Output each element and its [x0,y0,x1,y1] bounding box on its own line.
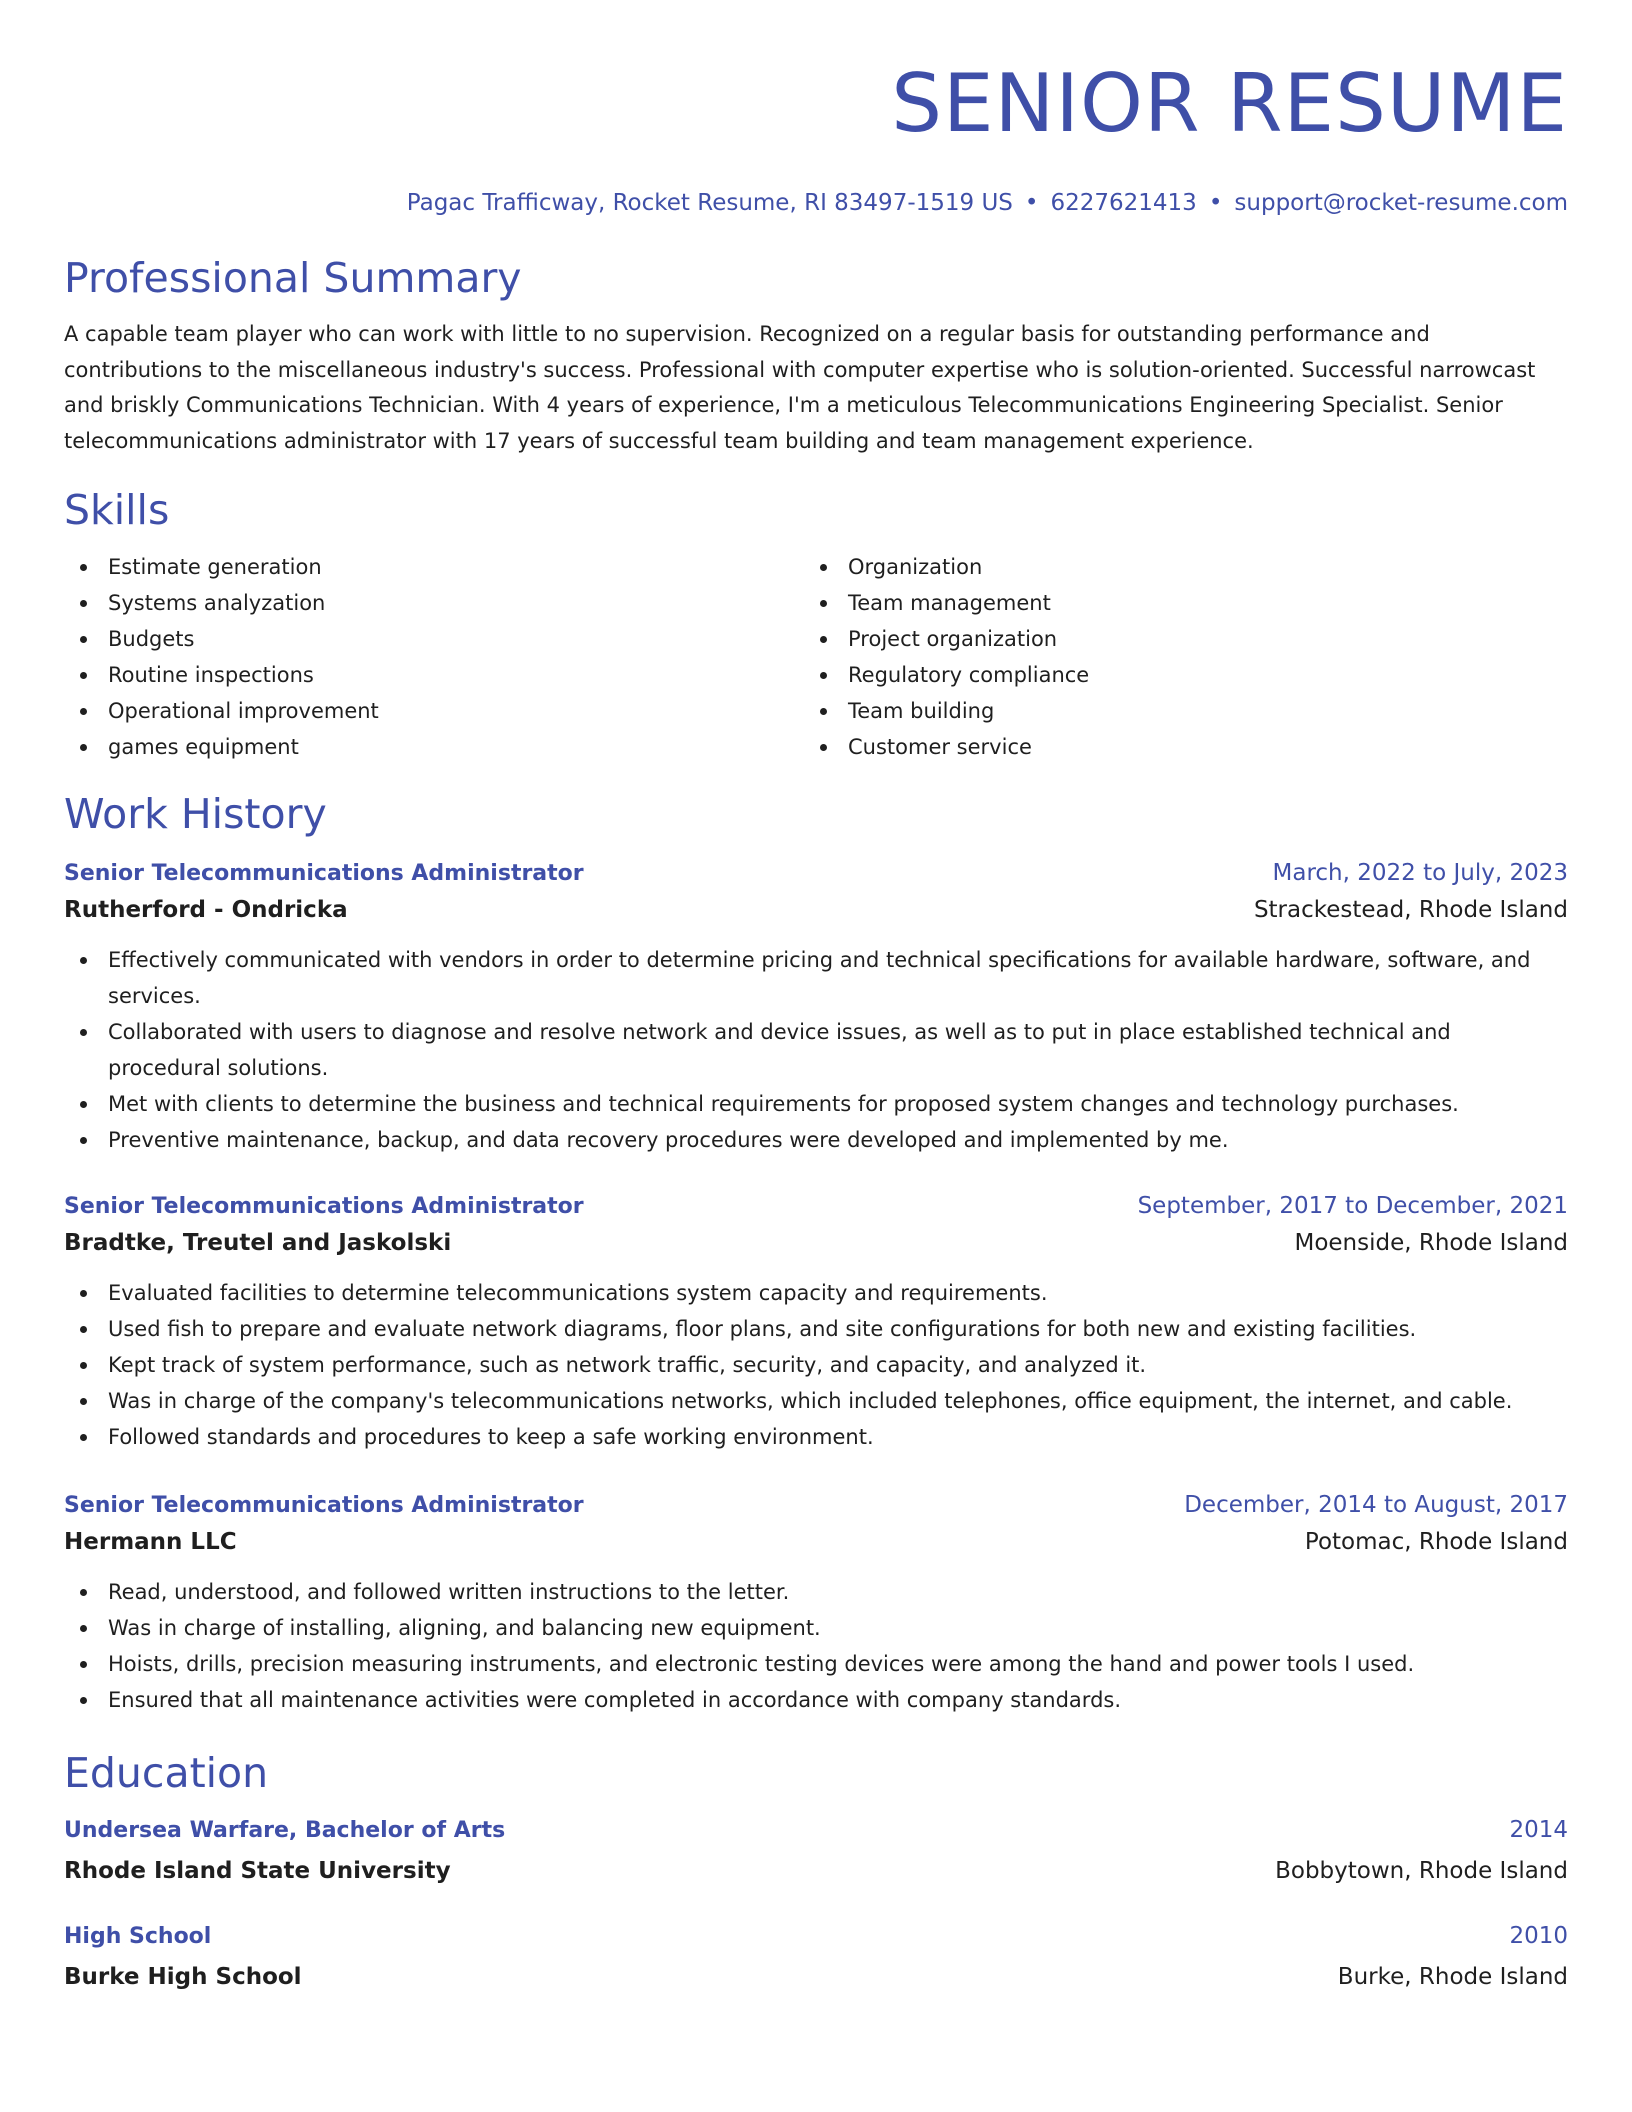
job-bullet: Preventive maintenance, backup, and data recovery procedures were developed and implemented by me. [64,1122,1568,1158]
job-bullet: Met with clients to determine the business and technical requirements for proposed system changes and technology purchases. [64,1086,1568,1122]
job-bullets [64,1574,1568,1718]
job-entry [64,855,1568,1158]
job-location: Strackestead, Rhode Island [1253,897,1568,923]
skill-item: Operational improvement [64,693,804,729]
job-title-row [64,1487,1568,1524]
job-bullet: Was in charge of installing, aligning, and balancing new equipment. [64,1610,1568,1646]
job-title: Senior Telecommunications Administrator [64,861,584,886]
contact-phone: 6227621413 [1050,190,1197,216]
job-dates: December, 2014 to August, 2017 [1184,1492,1568,1518]
summary-heading: Professional Summary [64,254,522,302]
job-entry [64,1188,1568,1455]
job-bullet: Ensured that all maintenance activities were completed in accordance with company standards. [64,1682,1568,1718]
job-bullet: Hoists, drills, precision measuring instruments, and electronic testing devices were among the hand and power tools I used. [64,1646,1568,1682]
skill-item: Team management [804,585,1544,621]
education-school-row [64,1853,1568,1889]
education-degree-row [64,1812,1568,1849]
job-location: Moenside, Rhode Island [1294,1230,1568,1256]
job-dates: September, 2017 to December, 2021 [1137,1193,1568,1219]
job-bullet: Used fish to prepare and evaluate network diagrams, floor plans, and site configurations for both new and existing facilities. [64,1311,1568,1347]
job-title: Senior Telecommunications Administrator [64,1493,584,1518]
job-bullet: Was in charge of the company's telecommunications networks, which included telephones, office equipment, the internet, and cable. [64,1383,1568,1419]
contact-separator: • [1024,190,1039,216]
education-degree: High School [64,1924,212,1949]
skills-column-right [804,549,1544,765]
skill-item: Project organization [804,621,1544,657]
resume-name: SENIOR RESUME [891,57,1568,150]
skills-list [64,549,1568,765]
job-bullets [64,1275,1568,1455]
job-company-row [64,1524,1568,1560]
skills-column-left [64,549,804,765]
job-company-row [64,1225,1568,1261]
education-location: Bobbytown, Rhode Island [1275,1858,1568,1884]
education-school: Burke High School [64,1964,302,1990]
education-degree: Undersea Warfare, Bachelor of Arts [64,1818,506,1843]
skill-item: Customer service [804,729,1544,765]
resume-header [64,0,1568,218]
job-bullet: Collaborated with users to diagnose and resolve network and device issues, as well as to put in place established technical and procedural solutions. [64,1014,1568,1086]
skill-item: Team building [804,693,1544,729]
education-year: 2014 [1509,1817,1568,1843]
contact-line [64,188,1568,218]
skill-item: Organization [804,549,1544,585]
job-company: Bradtke, Treutel and Jaskolski [64,1230,452,1256]
job-bullet: Read, understood, and followed written instructions to the letter. [64,1574,1568,1610]
skill-item: games equipment [64,729,804,765]
job-location: Potomac, Rhode Island [1304,1529,1568,1555]
education-entry [64,1812,1568,1889]
skill-item: Systems analyzation [64,585,804,621]
job-bullet: Kept track of system performance, such as network traffic, security, and capacity, and analyzed it. [64,1347,1568,1383]
education-year: 2010 [1509,1923,1568,1949]
education-school-row [64,1959,1568,1995]
skill-item: Estimate generation [64,549,804,585]
job-bullets [64,942,1568,1158]
contact-address: Pagac Trafficway, Rocket Resume, RI 83497-1519 US [406,190,1013,216]
skills-heading: Skills [64,486,170,534]
education-school: Rhode Island State University [64,1858,451,1884]
skill-item: Routine inspections [64,657,804,693]
contact-separator: • [1208,190,1223,216]
job-company-row [64,892,1568,928]
job-title: Senior Telecommunications Administrator [64,1194,584,1219]
education-heading: Education [64,1749,269,1797]
job-entry [64,1487,1568,1718]
skill-item: Budgets [64,621,804,657]
skill-item: Regulatory compliance [804,657,1544,693]
job-bullet: Evaluated facilities to determine telecommunications system capacity and requirements. [64,1275,1568,1311]
education-degree-row [64,1918,1568,1955]
summary-text: A capable team player who can work with little to no supervision. Recognized on a regular basis for outstanding performance and contributions to the miscellaneous industry's success. Professional with computer expertise who is solution-oriented. Successful narrowcast and briskly Communications Technician. With 4 years of experience, I'm a meticulous Telecommunications Engineering Specialist. Senior telecommunications administrator with 17 years of successful team building and team management experience. [64,322,1536,453]
work-history-heading: Work History [64,790,327,838]
contact-email: support@rocket-resume.com [1234,190,1568,216]
job-dates: March, 2022 to July, 2023 [1272,860,1568,886]
job-bullet: Followed standards and procedures to keep a safe working environment. [64,1419,1568,1455]
job-company: Rutherford - Ondricka [64,897,348,923]
job-title-row [64,855,1568,892]
education-entry [64,1918,1568,1995]
job-title-row [64,1188,1568,1225]
education-location: Burke, Rhode Island [1337,1964,1568,1990]
job-bullet: Effectively communicated with vendors in order to determine pricing and technical specifications for available hardware, software, and services. [64,942,1568,1014]
job-company: Hermann LLC [64,1529,237,1555]
